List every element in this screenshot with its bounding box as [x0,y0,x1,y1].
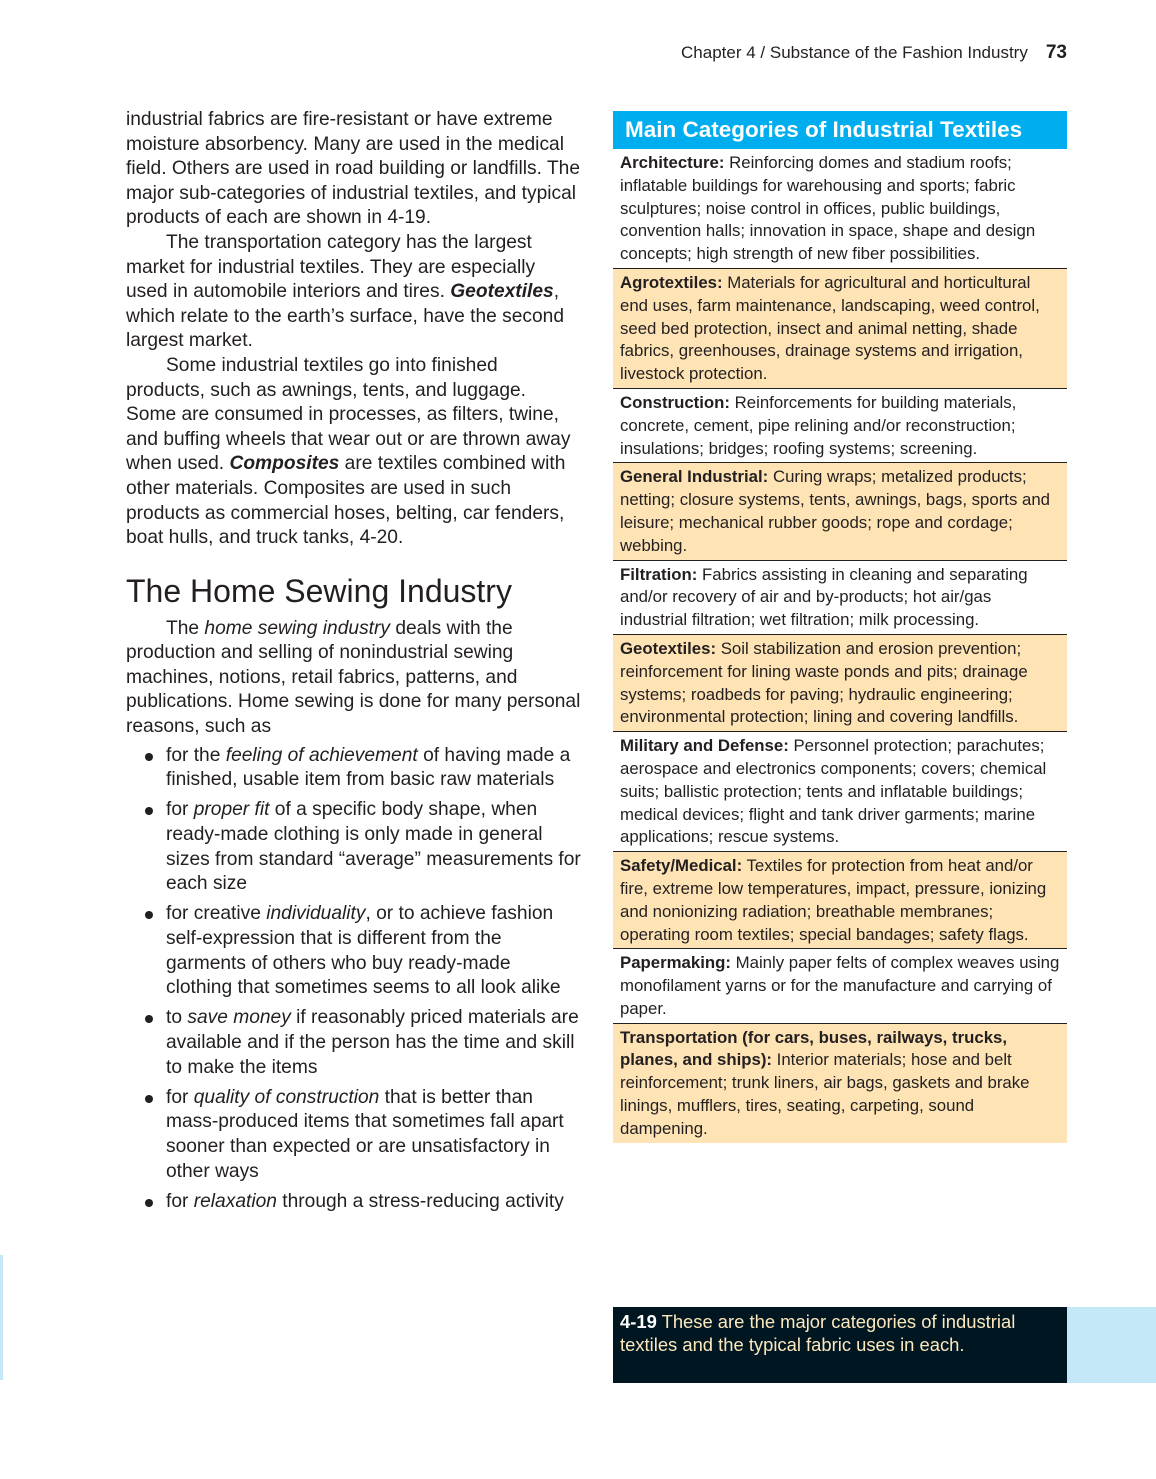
row-description: Materials for agricultural and horticultural end uses, farm maintenance, landscaping, weed control, seed bed protection, insect and animal netting, shade fabrics, greenhouses, drainage systems and irrigation, livestock protection. [620,272,1040,384]
bullet-icon [145,753,153,761]
list-item-text: for creative [166,903,267,925]
bullet-icon [145,807,153,815]
list-item-text: of having made a finished, usable item from basic raw materials [166,744,571,791]
table-row-safety-medical [613,852,1067,949]
row-term: Filtration: [620,564,698,584]
bullet-icon [145,1199,153,1207]
term-geotextiles: Geotextiles [450,281,554,303]
paragraph-4-start: The [166,617,205,639]
list-item-text: , or to achieve fashion self-expression that is different from the garments of others who buy ready-made clothing that sometimes seems to all look alike [166,903,561,999]
row-term: Safety/Medical: [620,856,743,876]
paragraph-3-rest: are textiles combined with other materials. Composites are used in such products as commercial hoses, belting, car fenders, boat hulls, and truck tanks, 4-20. [126,453,566,549]
row-description: Soil stabilization and erosion prevention; reinforcement for lining waste ponds and pits; drainage systems; roadbeds for paving; hydraulic engineering; environmental protection; lining and covering landfills. [620,638,1028,727]
term-home-sewing-industry: home sewing industry [204,617,390,639]
list-item-text: through a stress-reducing activity [276,1190,564,1212]
row-description: Mainly paper felts of complex weaves using monofilament yarns or for the manufacture and carrying of paper. [620,953,1060,1018]
table-row-papermaking [613,949,1067,1023]
row-description: Fabrics assisting in cleaning and separating and/or recovery of air and by-products; hot air/gas industrial filtration; wet filtration; milk processing. [620,564,1028,630]
paragraph-4-rest: deals with the production and selling of nonindustrial sewing machines, notions, retail fabrics, patterns, and publications. Home sewing is done for many personal reasons, such as [126,617,581,738]
list-item-emphasis: proper fit [193,799,270,821]
bullet-icon [145,911,153,919]
list-item-text: if reasonably priced materials are available and if the person has the time and skill to make the items [166,1007,579,1078]
paragraph-3-text: Some industrial textiles go into finished products, such as awnings, tents, and luggage. Some are consumed in processes, as filters, twine, and buffing wheels that wear out or are thrown away when used. [126,354,571,475]
row-description: Reinforcements for building materials, concrete, cement, pipe relining and/or reconstruction; insulations; bridges; roofing systems; screening. [620,392,1017,458]
running-title: Chapter 4 / Substance of the Fashion Industry [681,43,1028,62]
list-item-text: that is better than mass-produced items that sometimes fall apart sooner than expected or are unsatisfactory in other ways [166,1086,564,1182]
list-item-emphasis: save money [187,1007,291,1029]
list-item-text: to [166,1007,188,1029]
running-head [681,42,1067,64]
table-row-agrotextiles [613,269,1067,389]
table-row-construction [613,389,1067,463]
row-description: Reinforcing domes and stadium roofs; inflatable buildings for warehousing and sports; fabric sculptures; noise control in offices, public buildings, convention halls; innovation in space, shape and design concepts; high strength of new fiber possibilities. [620,153,1036,264]
list-item [126,1190,581,1215]
section-heading: The Home Sewing Industry [126,572,512,609]
figure-caption [613,1307,1067,1383]
term-composites: Composites [229,453,340,475]
list-item [126,1006,581,1080]
table-row-military-defense [613,732,1067,852]
table-row-general-industrial [613,463,1067,560]
list-item-text: for [166,1190,194,1212]
list-item [126,1086,581,1184]
row-term: Geotextiles: [620,638,717,658]
reasons-list [126,744,581,1215]
paragraph-3 [126,354,581,551]
paragraph-2-rest: , which relate to the earth’s surface, have the second largest market. [126,281,565,352]
row-term: Transportation (for cars, buses, railways, trucks, planes, and ships): [620,1027,1008,1070]
list-item [126,902,581,1000]
list-item-text: for [166,1086,194,1108]
figure-number: 4-19 [620,1311,657,1332]
paragraph-2-text: The transportation category has the largest market for industrial textiles. They are especially used in automobile interiors and tires. [126,231,536,303]
list-item-text: for the [166,744,226,766]
paragraph-2 [126,231,581,354]
list-item [126,744,581,793]
paragraph-4 [126,617,581,740]
list-item-emphasis: quality of construction [193,1086,380,1108]
row-description: Personnel protection; parachutes; aerospace and electronics components; covers; chemical suits; ballistic protection; tents and inflatable buildings; medical devices; flight and tank driver garments; marine applications; rescue systems. [620,736,1047,847]
caption-text: These are the major categories of industrial textiles and the typical fabric uses in each. [620,1311,1016,1355]
list-item-text: for [166,799,194,821]
row-term: General Industrial: [620,467,769,487]
bullet-icon [145,1095,153,1103]
row-term: Agrotextiles: [620,272,723,292]
industrial-textiles-table [613,111,1067,1143]
table-row-transportation [613,1024,1067,1143]
caption-side-band [1067,1307,1156,1383]
row-term: Military and Defense: [620,736,789,756]
list-item-emphasis: relaxation [193,1190,277,1212]
list-item-text: of a specific body shape, when ready-made clothing is only made in general sizes from standard “average” measurements for each size [166,799,581,895]
row-term: Construction: [620,392,730,412]
row-term: Papermaking: [620,953,731,973]
paragraph-1: industrial fabrics are fire-resistant or have extreme moisture absorbency. Many are used in the medical field. Others are used in road building or landfills. The major sub-categories of industrial textiles, and typical products of each are shown in 4-19. [126,109,581,229]
page-number: 73 [1045,42,1067,63]
row-term: Architecture: [620,153,725,172]
table-row-architecture [613,149,1067,269]
body-text-column [126,108,581,1220]
row-description: Textiles for protection from heat and/or fire, extreme low temperatures, impact, pressure, ionizing and nonionizing radiation; breathable membranes; operating room textiles; special bandages; safety flags. [620,856,1047,944]
row-description: Curing wraps; metalized products; netting; closure systems, tents, awnings, bags, sports and leisure; mechanical rubber goods; rope and cordage; webbing. [620,467,1051,555]
table-row-filtration [613,561,1067,635]
list-item-emphasis: individuality [266,903,366,925]
bullet-icon [145,1015,153,1023]
table-row-geotextiles [613,635,1067,732]
list-item-emphasis: feeling of achievement [225,744,418,766]
list-item [126,798,581,896]
table-title: Main Categories of Industrial Textiles [613,111,1067,149]
row-description: Interior materials; hose and belt reinforcement; trunk liners, air bags, gaskets and brake linings, mufflers, tires, seating, carpeting, sound dampening. [620,1050,1030,1138]
page-edge-strip [0,1255,3,1380]
